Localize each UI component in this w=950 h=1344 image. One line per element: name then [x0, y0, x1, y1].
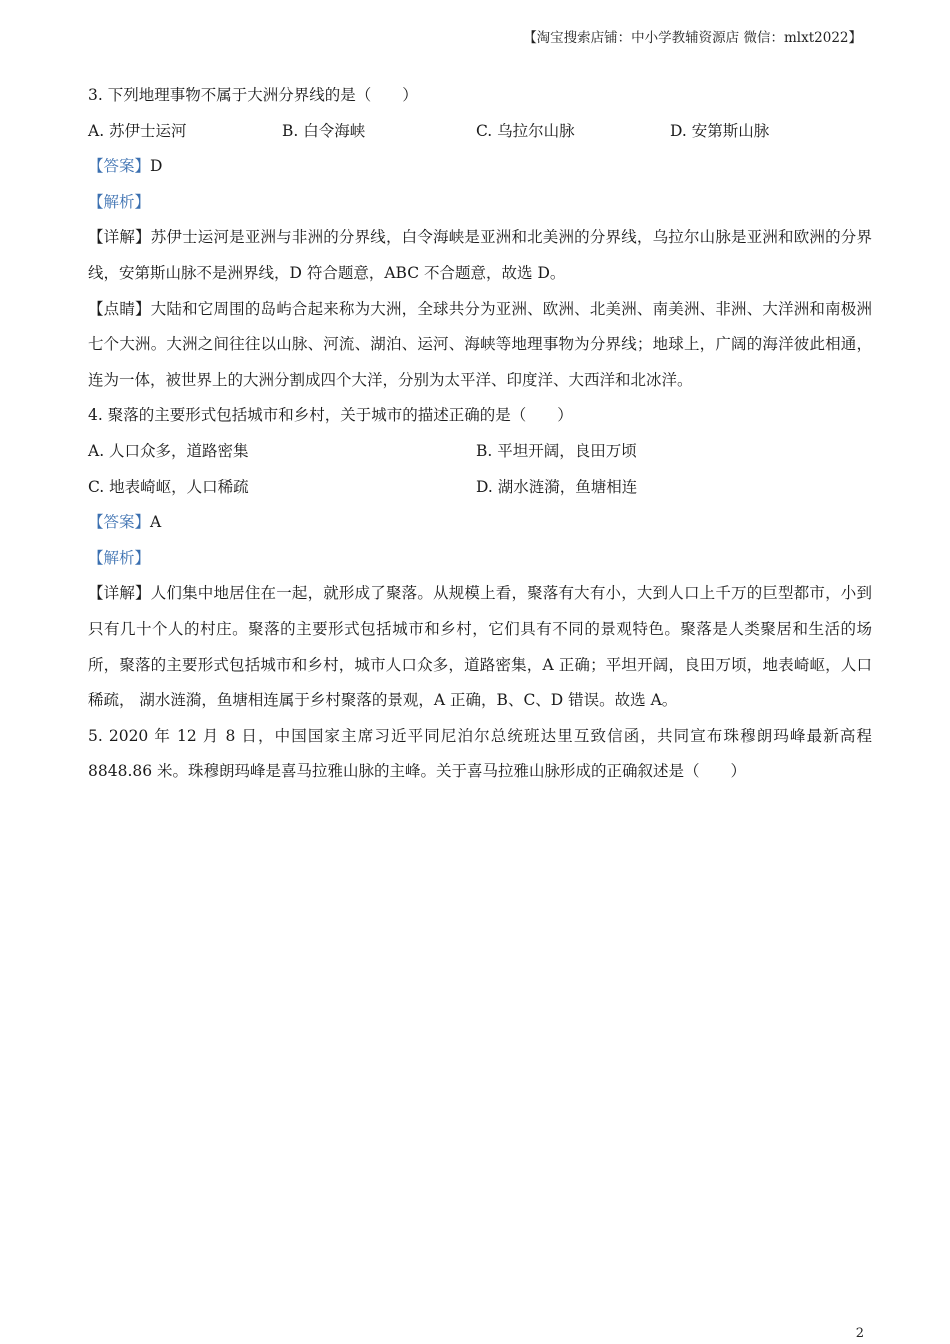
question-4-stem: 4. 聚落的主要形式包括城市和乡村，关于城市的描述正确的是（ ）	[88, 406, 573, 425]
page-header: 【淘宝搜索店铺：中小学教辅资源店 微信：mlxt2022】	[523, 30, 862, 46]
detail-text: 人们集中地居住在一起，就形成了聚落。从规模上看，聚落有大有小，大到人口上千万的巨型都市，小到只有几十个人的村庄。聚落的主要形式包括城市和乡村，它们具有不同的景观特色。聚落是人类聚居和生活的场所，聚落的主要形式包括城市和乡村，城市人口众多，道路密集，A 正确；平坦开阔，良田万顷，地表崎岖，人口稀疏， 湖水涟漪，鱼塘相连属于乡村聚落的景观，A 正确，B、C、D 错误。故选 A。	[88, 584, 872, 710]
question-3-option-c: C. 乌拉尔山脉	[476, 121, 575, 140]
answer-value: A	[150, 513, 162, 532]
question-3-option-b: B. 白令海峡	[282, 121, 366, 140]
question-4-option-d: D. 湖水涟漪，鱼塘相连	[476, 477, 638, 496]
question-3-option-a: A. 苏伊士运河	[88, 121, 187, 140]
question-4	[88, 398, 872, 718]
answer-tag: 【答案】	[88, 157, 151, 176]
question-4-option-c: C. 地表崎岖，人口稀疏	[88, 477, 249, 496]
comment-text: 大陆和它周围的岛屿合起来称为大洲，全球共分为亚洲、欧洲、北美洲、南美洲、非洲、大洋洲和南极洲七个大洲。大洲之间往往以山脉、河流、湖泊、运河、海峡等地理事物为分界线；地球上，广阔的海洋彼此相通，连为一体，被世界上的大洲分割成四个大洋，分别为太平洋、印度洋、大西洋和北冰洋。	[88, 299, 872, 389]
question-5-stem: 5. 2020 年 12 月 8 日，中国国家主席习近平同尼泊尔总统班达里互致信函，共同宣布珠穆朗玛峰最新高程 8848.86 米。珠穆朗玛峰是喜马拉雅山脉的主峰。关于喜马拉雅山脉形成的正确叙述是（ ）	[88, 726, 872, 781]
answer-value: D	[150, 157, 163, 176]
analysis-tag: 【解析】	[88, 192, 151, 211]
question-3-options	[88, 114, 872, 150]
detail-text: 苏伊士运河是亚洲与非洲的分界线，白令海峡是亚洲和北美洲的分界线，乌拉尔山脉是亚洲和欧洲的分界线，安第斯山脉不是洲界线，D 符合题意，ABC 不合题意，故选 D。	[88, 228, 872, 282]
detail-tag: 【详解】	[88, 228, 151, 247]
question-4-option-a: A. 人口众多，道路密集	[88, 441, 249, 460]
question-3-detail	[88, 220, 872, 291]
document-body	[88, 78, 872, 790]
question-3	[88, 78, 872, 398]
page-number: 2	[855, 1326, 864, 1341]
question-4-options	[88, 434, 872, 505]
comment-tag: 【点睛】	[88, 299, 151, 318]
analysis-tag: 【解析】	[88, 548, 151, 567]
question-3-stem: 3. 下列地理事物不属于大洲分界线的是（ ）	[88, 86, 418, 104]
question-4-detail	[88, 576, 872, 718]
question-3-comment	[88, 292, 872, 399]
question-5	[88, 719, 872, 790]
question-4-option-b: B. 平坦开阔，良田万顷	[476, 441, 637, 460]
question-4-answer	[88, 505, 872, 541]
question-3-option-d: D. 安第斯山脉	[670, 121, 770, 140]
answer-tag: 【答案】	[88, 513, 151, 532]
question-3-answer	[88, 149, 872, 185]
detail-tag: 【详解】	[88, 584, 151, 603]
